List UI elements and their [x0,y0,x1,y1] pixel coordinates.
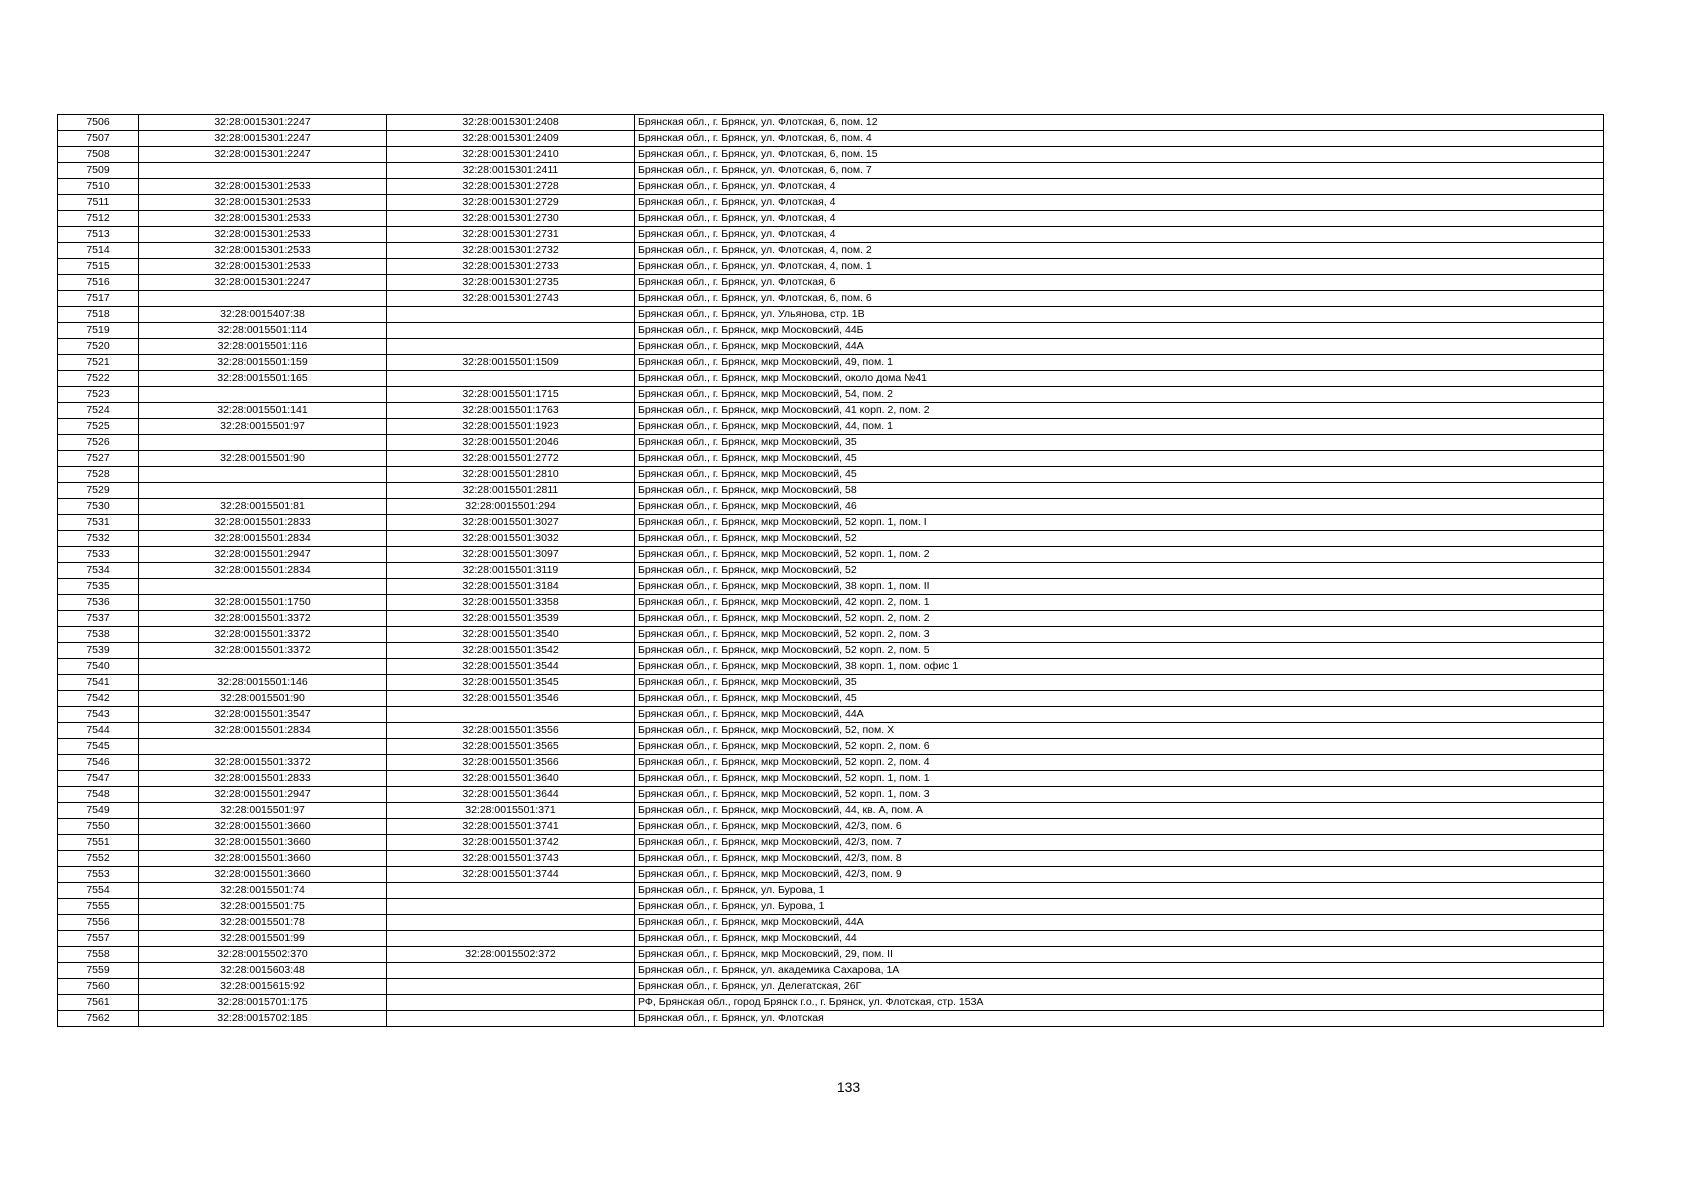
table-row [58,595,1604,611]
address-cell: Брянская обл., г. Брянск, мкр Московский, 45 [635,691,1604,707]
table-row [58,275,1604,291]
table-row [58,211,1604,227]
table-row [58,787,1604,803]
parent-cadastral-number-cell: 32:28:0015501:2834 [139,723,387,739]
parent-cadastral-number-cell: 32:28:0015301:2533 [139,179,387,195]
cadastral-number-cell: 32:28:0015501:3358 [387,595,635,611]
parent-cadastral-number-cell: 32:28:0015501:90 [139,691,387,707]
parent-cadastral-number-cell: 32:28:0015501:97 [139,419,387,435]
table-row [58,995,1604,1011]
cadastral-number-cell [387,883,635,899]
row-number-cell: 7529 [58,483,139,499]
row-number-cell: 7518 [58,307,139,323]
parent-cadastral-number-cell [139,435,387,451]
property-table-body [58,115,1604,1027]
parent-cadastral-number-cell: 32:28:0015301:2247 [139,131,387,147]
table-row [58,355,1604,371]
row-number-cell: 7533 [58,547,139,563]
address-cell: Брянская обл., г. Брянск, мкр Московский, 44, пом. 1 [635,419,1604,435]
address-cell: Брянская обл., г. Брянск, мкр Московский, 58 [635,483,1604,499]
cadastral-number-cell: 32:28:0015501:3119 [387,563,635,579]
cadastral-number-cell [387,899,635,915]
cadastral-number-cell: 32:28:0015301:2730 [387,211,635,227]
cadastral-number-cell: 32:28:0015301:2733 [387,259,635,275]
cadastral-number-cell: 32:28:0015501:3539 [387,611,635,627]
table-row [58,115,1604,131]
cadastral-number-cell: 32:28:0015301:2411 [387,163,635,179]
parent-cadastral-number-cell: 32:28:0015501:3660 [139,867,387,883]
row-number-cell: 7561 [58,995,139,1011]
row-number-cell: 7511 [58,195,139,211]
address-cell: Брянская обл., г. Брянск, ул. Делегатская, 26Г [635,979,1604,995]
cadastral-number-cell: 32:28:0015501:3097 [387,547,635,563]
row-number-cell: 7546 [58,755,139,771]
table-row [58,771,1604,787]
cadastral-number-cell: 32:28:0015501:3542 [387,643,635,659]
table-row [58,627,1604,643]
cadastral-number-cell [387,323,635,339]
address-cell: Брянская обл., г. Брянск, ул. Бурова, 1 [635,899,1604,915]
table-row [58,227,1604,243]
parent-cadastral-number-cell [139,163,387,179]
row-number-cell: 7557 [58,931,139,947]
cadastral-number-cell: 32:28:0015502:372 [387,947,635,963]
parent-cadastral-number-cell: 32:28:0015301:2533 [139,227,387,243]
address-cell: Брянская обл., г. Брянск, мкр Московский, 29, пом. II [635,947,1604,963]
parent-cadastral-number-cell: 32:28:0015301:2247 [139,147,387,163]
address-cell: Брянская обл., г. Брянск, мкр Московский, около дома №41 [635,371,1604,387]
parent-cadastral-number-cell: 32:28:0015501:3660 [139,851,387,867]
address-cell: Брянская обл., г. Брянск, ул. академика Сахарова, 1А [635,963,1604,979]
cadastral-number-cell: 32:28:0015501:3744 [387,867,635,883]
parent-cadastral-number-cell: 32:28:0015701:175 [139,995,387,1011]
cadastral-number-cell [387,931,635,947]
cadastral-number-cell [387,995,635,1011]
parent-cadastral-number-cell: 32:28:0015501:99 [139,931,387,947]
parent-cadastral-number-cell: 32:28:0015501:165 [139,371,387,387]
row-number-cell: 7534 [58,563,139,579]
table-row [58,579,1604,595]
row-number-cell: 7506 [58,115,139,131]
parent-cadastral-number-cell: 32:28:0015501:75 [139,899,387,915]
address-cell: Брянская обл., г. Брянск, мкр Московский, 52 [635,531,1604,547]
parent-cadastral-number-cell: 32:28:0015603:48 [139,963,387,979]
table-row [58,851,1604,867]
table-row [58,467,1604,483]
parent-cadastral-number-cell [139,467,387,483]
row-number-cell: 7548 [58,787,139,803]
address-cell: Брянская обл., г. Брянск, мкр Московский, 54, пом. 2 [635,387,1604,403]
table-row [58,243,1604,259]
table-row [58,947,1604,963]
address-cell: Брянская обл., г. Брянск, мкр Московский, 42/3, пом. 6 [635,819,1604,835]
table-row [58,419,1604,435]
table-row [58,883,1604,899]
parent-cadastral-number-cell: 32:28:0015501:2834 [139,531,387,547]
parent-cadastral-number-cell: 32:28:0015501:2833 [139,771,387,787]
parent-cadastral-number-cell: 32:28:0015702:185 [139,1011,387,1027]
address-cell: Брянская обл., г. Брянск, мкр Московский, 44А [635,707,1604,723]
table-row [58,723,1604,739]
address-cell: Брянская обл., г. Брянск, мкр Московский, 42/3, пом. 7 [635,835,1604,851]
address-cell: Брянская обл., г. Брянск, мкр Московский, 52 корп. 1, пом. I [635,515,1604,531]
table-row [58,659,1604,675]
cadastral-number-cell: 32:28:0015501:3027 [387,515,635,531]
table-row [58,867,1604,883]
cadastral-number-cell: 32:28:0015501:3546 [387,691,635,707]
parent-cadastral-number-cell: 32:28:0015501:3660 [139,819,387,835]
row-number-cell: 7514 [58,243,139,259]
row-number-cell: 7516 [58,275,139,291]
table-row [58,515,1604,531]
row-number-cell: 7513 [58,227,139,243]
row-number-cell: 7538 [58,627,139,643]
row-number-cell: 7525 [58,419,139,435]
cadastral-number-cell [387,963,635,979]
row-number-cell: 7508 [58,147,139,163]
row-number-cell: 7543 [58,707,139,723]
cadastral-number-cell: 32:28:0015301:2732 [387,243,635,259]
row-number-cell: 7528 [58,467,139,483]
cadastral-number-cell [387,979,635,995]
address-cell: Брянская обл., г. Брянск, ул. Ульянова, стр. 1В [635,307,1604,323]
row-number-cell: 7530 [58,499,139,515]
cadastral-number-cell: 32:28:0015501:1923 [387,419,635,435]
row-number-cell: 7531 [58,515,139,531]
row-number-cell: 7522 [58,371,139,387]
parent-cadastral-number-cell: 32:28:0015501:114 [139,323,387,339]
address-cell: Брянская обл., г. Брянск, мкр Московский, 52 корп. 1, пом. 2 [635,547,1604,563]
cadastral-number-cell: 32:28:0015501:1509 [387,355,635,371]
parent-cadastral-number-cell: 32:28:0015501:3372 [139,611,387,627]
parent-cadastral-number-cell [139,291,387,307]
address-cell: Брянская обл., г. Брянск, ул. Флотская, 4 [635,227,1604,243]
parent-cadastral-number-cell: 32:28:0015301:2533 [139,195,387,211]
parent-cadastral-number-cell: 32:28:0015501:2947 [139,547,387,563]
cadastral-number-cell: 32:28:0015501:3545 [387,675,635,691]
table-row [58,163,1604,179]
cadastral-number-cell: 32:28:0015501:1715 [387,387,635,403]
cadastral-number-cell [387,339,635,355]
address-cell: Брянская обл., г. Брянск, ул. Флотская, 4 [635,195,1604,211]
row-number-cell: 7526 [58,435,139,451]
cadastral-number-cell: 32:28:0015301:2410 [387,147,635,163]
address-cell: Брянская обл., г. Брянск, ул. Флотская, 6, пом. 7 [635,163,1604,179]
parent-cadastral-number-cell: 32:28:0015502:370 [139,947,387,963]
row-number-cell: 7521 [58,355,139,371]
table-row [58,195,1604,211]
address-cell: Брянская обл., г. Брянск, ул. Флотская, 4, пом. 2 [635,243,1604,259]
row-number-cell: 7515 [58,259,139,275]
parent-cadastral-number-cell: 32:28:0015501:3372 [139,755,387,771]
address-cell: РФ, Брянская обл., город Брянск г.о., г. Брянск, ул. Флотская, стр. 153А [635,995,1604,1011]
table-row [58,259,1604,275]
table-row [58,323,1604,339]
address-cell: Брянская обл., г. Брянск, ул. Флотская, 4 [635,211,1604,227]
parent-cadastral-number-cell [139,483,387,499]
parent-cadastral-number-cell: 32:28:0015301:2247 [139,275,387,291]
address-cell: Брянская обл., г. Брянск, мкр Московский, 42 корп. 2, пом. 1 [635,595,1604,611]
address-cell: Брянская обл., г. Брянск, мкр Московский, 52 корп. 2, пом. 2 [635,611,1604,627]
parent-cadastral-number-cell: 32:28:0015501:116 [139,339,387,355]
cadastral-number-cell: 32:28:0015301:2743 [387,291,635,307]
row-number-cell: 7560 [58,979,139,995]
parent-cadastral-number-cell: 32:28:0015501:159 [139,355,387,371]
cadastral-number-cell: 32:28:0015501:3742 [387,835,635,851]
cadastral-number-cell [387,1011,635,1027]
address-cell: Брянская обл., г. Брянск, мкр Московский, 38 корп. 1, пом. офис 1 [635,659,1604,675]
parent-cadastral-number-cell [139,739,387,755]
parent-cadastral-number-cell: 32:28:0015501:78 [139,915,387,931]
row-number-cell: 7537 [58,611,139,627]
parent-cadastral-number-cell: 32:28:0015501:141 [139,403,387,419]
cadastral-number-cell: 32:28:0015501:3540 [387,627,635,643]
row-number-cell: 7536 [58,595,139,611]
cadastral-number-cell: 32:28:0015501:3741 [387,819,635,835]
row-number-cell: 7539 [58,643,139,659]
row-number-cell: 7520 [58,339,139,355]
table-row [58,403,1604,419]
address-cell: Брянская обл., г. Брянск, мкр Московский, 52 корп. 2, пом. 5 [635,643,1604,659]
table-row [58,531,1604,547]
cadastral-number-cell: 32:28:0015501:3743 [387,851,635,867]
cadastral-number-cell: 32:28:0015501:3565 [387,739,635,755]
row-number-cell: 7542 [58,691,139,707]
parent-cadastral-number-cell: 32:28:0015501:3547 [139,707,387,723]
cadastral-number-cell: 32:28:0015301:2728 [387,179,635,195]
address-cell: Брянская обл., г. Брянск, мкр Московский, 45 [635,467,1604,483]
address-cell: Брянская обл., г. Брянск, мкр Московский, 52 корп. 2, пом. 3 [635,627,1604,643]
cadastral-number-cell: 32:28:0015501:2046 [387,435,635,451]
cadastral-number-cell: 32:28:0015501:3566 [387,755,635,771]
address-cell: Брянская обл., г. Брянск, мкр Московский, 52 корп. 2, пом. 6 [635,739,1604,755]
table-row [58,131,1604,147]
cadastral-number-cell: 32:28:0015501:1763 [387,403,635,419]
parent-cadastral-number-cell: 32:28:0015301:2247 [139,115,387,131]
property-table [57,114,1604,1027]
row-number-cell: 7527 [58,451,139,467]
row-number-cell: 7541 [58,675,139,691]
cadastral-number-cell: 32:28:0015301:2735 [387,275,635,291]
table-row [58,899,1604,915]
parent-cadastral-number-cell: 32:28:0015407:38 [139,307,387,323]
cadastral-number-cell: 32:28:0015301:2409 [387,131,635,147]
row-number-cell: 7549 [58,803,139,819]
row-number-cell: 7558 [58,947,139,963]
table-row [58,931,1604,947]
parent-cadastral-number-cell [139,659,387,675]
parent-cadastral-number-cell: 32:28:0015615:92 [139,979,387,995]
cadastral-number-cell [387,307,635,323]
table-row [58,1011,1604,1027]
table-row [58,451,1604,467]
parent-cadastral-number-cell: 32:28:0015501:2947 [139,787,387,803]
parent-cadastral-number-cell: 32:28:0015501:81 [139,499,387,515]
row-number-cell: 7550 [58,819,139,835]
address-cell: Брянская обл., г. Брянск, ул. Флотская, 4, пом. 1 [635,259,1604,275]
cadastral-number-cell: 32:28:0015501:2811 [387,483,635,499]
table-row [58,483,1604,499]
table-row [58,611,1604,627]
parent-cadastral-number-cell: 32:28:0015301:2533 [139,243,387,259]
address-cell: Брянская обл., г. Брянск, ул. Флотская, 6, пом. 4 [635,131,1604,147]
cadastral-number-cell: 32:28:0015501:2810 [387,467,635,483]
parent-cadastral-number-cell: 32:28:0015301:2533 [139,259,387,275]
table-row [58,691,1604,707]
table-row [58,755,1604,771]
table-row [58,835,1604,851]
row-number-cell: 7555 [58,899,139,915]
address-cell: Брянская обл., г. Брянск, мкр Московский, 42/3, пом. 8 [635,851,1604,867]
parent-cadastral-number-cell: 32:28:0015501:2833 [139,515,387,531]
table-row [58,963,1604,979]
cadastral-number-cell: 32:28:0015301:2408 [387,115,635,131]
address-cell: Брянская обл., г. Брянск, мкр Московский, 52 [635,563,1604,579]
address-cell: Брянская обл., г. Брянск, ул. Флотская, 4 [635,179,1604,195]
address-cell: Брянская обл., г. Брянск, мкр Московский, 52 корп. 1, пом. 3 [635,787,1604,803]
row-number-cell: 7540 [58,659,139,675]
parent-cadastral-number-cell [139,579,387,595]
parent-cadastral-number-cell: 32:28:0015501:146 [139,675,387,691]
address-cell: Брянская обл., г. Брянск, ул. Бурова, 1 [635,883,1604,899]
table-row [58,675,1604,691]
row-number-cell: 7532 [58,531,139,547]
parent-cadastral-number-cell: 32:28:0015501:74 [139,883,387,899]
address-cell: Брянская обл., г. Брянск, мкр Московский, 52 корп. 1, пом. 1 [635,771,1604,787]
table-row [58,387,1604,403]
cadastral-number-cell: 32:28:0015501:3644 [387,787,635,803]
table-row [58,307,1604,323]
cadastral-number-cell: 32:28:0015501:3556 [387,723,635,739]
parent-cadastral-number-cell: 32:28:0015501:3660 [139,835,387,851]
row-number-cell: 7535 [58,579,139,595]
address-cell: Брянская обл., г. Брянск, мкр Московский, 44Б [635,323,1604,339]
row-number-cell: 7523 [58,387,139,403]
address-cell: Брянская обл., г. Брянск, мкр Московский, 52, пом. X [635,723,1604,739]
table-row [58,179,1604,195]
cadastral-number-cell: 32:28:0015301:2731 [387,227,635,243]
cadastral-number-cell: 32:28:0015501:3640 [387,771,635,787]
table-row [58,547,1604,563]
row-number-cell: 7507 [58,131,139,147]
parent-cadastral-number-cell: 32:28:0015301:2533 [139,211,387,227]
row-number-cell: 7554 [58,883,139,899]
row-number-cell: 7562 [58,1011,139,1027]
cadastral-number-cell: 32:28:0015501:2772 [387,451,635,467]
row-number-cell: 7544 [58,723,139,739]
page-number: 133 [836,1079,861,1095]
address-cell: Брянская обл., г. Брянск, мкр Московский, 38 корп. 1, пом. II [635,579,1604,595]
address-cell: Брянская обл., г. Брянск, мкр Московский, 41 корп. 2, пом. 2 [635,403,1604,419]
cadastral-number-cell [387,915,635,931]
address-cell: Брянская обл., г. Брянск, мкр Московский, 44А [635,339,1604,355]
row-number-cell: 7545 [58,739,139,755]
parent-cadastral-number-cell: 32:28:0015501:3372 [139,627,387,643]
cadastral-number-cell: 32:28:0015501:371 [387,803,635,819]
row-number-cell: 7556 [58,915,139,931]
address-cell: Брянская обл., г. Брянск, мкр Московский, 44 [635,931,1604,947]
table-row [58,915,1604,931]
table-row [58,819,1604,835]
table-row [58,291,1604,307]
parent-cadastral-number-cell: 32:28:0015501:97 [139,803,387,819]
row-number-cell: 7547 [58,771,139,787]
table-row [58,739,1604,755]
table-row [58,707,1604,723]
address-cell: Брянская обл., г. Брянск, ул. Флотская, 6, пом. 15 [635,147,1604,163]
cadastral-number-cell: 32:28:0015501:3184 [387,579,635,595]
address-cell: Брянская обл., г. Брянск, мкр Московский, 35 [635,675,1604,691]
address-cell: Брянская обл., г. Брянск, мкр Московский, 49, пом. 1 [635,355,1604,371]
table-row [58,803,1604,819]
address-cell: Брянская обл., г. Брянск, мкр Московский, 52 корп. 2, пом. 4 [635,755,1604,771]
parent-cadastral-number-cell: 32:28:0015501:90 [139,451,387,467]
table-row [58,435,1604,451]
table-row [58,339,1604,355]
table-row [58,979,1604,995]
address-cell: Брянская обл., г. Брянск, ул. Флотская, 6, пом. 12 [635,115,1604,131]
row-number-cell: 7517 [58,291,139,307]
parent-cadastral-number-cell: 32:28:0015501:2834 [139,563,387,579]
table-row [58,563,1604,579]
row-number-cell: 7519 [58,323,139,339]
parent-cadastral-number-cell [139,387,387,403]
address-cell: Брянская обл., г. Брянск, ул. Флотская, 6 [635,275,1604,291]
address-cell: Брянская обл., г. Брянск, мкр Московский, 46 [635,499,1604,515]
address-cell: Брянская обл., г. Брянск, ул. Флотская, 6, пом. 6 [635,291,1604,307]
cadastral-number-cell [387,707,635,723]
address-cell: Брянская обл., г. Брянск, мкр Московский, 42/3, пом. 9 [635,867,1604,883]
row-number-cell: 7524 [58,403,139,419]
row-number-cell: 7553 [58,867,139,883]
row-number-cell: 7559 [58,963,139,979]
cadastral-number-cell [387,371,635,387]
row-number-cell: 7552 [58,851,139,867]
table-row [58,371,1604,387]
address-cell: Брянская обл., г. Брянск, мкр Московский, 44, кв. А, пом. А [635,803,1604,819]
table-row [58,147,1604,163]
row-number-cell: 7551 [58,835,139,851]
cadastral-number-cell: 32:28:0015501:3032 [387,531,635,547]
address-cell: Брянская обл., г. Брянск, мкр Московский, 35 [635,435,1604,451]
table-row [58,499,1604,515]
table-row [58,643,1604,659]
address-cell: Брянская обл., г. Брянск, мкр Московский, 45 [635,451,1604,467]
cadastral-number-cell: 32:28:0015501:3544 [387,659,635,675]
cadastral-number-cell: 32:28:0015501:294 [387,499,635,515]
cadastral-number-cell: 32:28:0015301:2729 [387,195,635,211]
address-cell: Брянская обл., г. Брянск, ул. Флотская [635,1011,1604,1027]
row-number-cell: 7512 [58,211,139,227]
row-number-cell: 7510 [58,179,139,195]
parent-cadastral-number-cell: 32:28:0015501:1750 [139,595,387,611]
address-cell: Брянская обл., г. Брянск, мкр Московский, 44А [635,915,1604,931]
row-number-cell: 7509 [58,163,139,179]
parent-cadastral-number-cell: 32:28:0015501:3372 [139,643,387,659]
